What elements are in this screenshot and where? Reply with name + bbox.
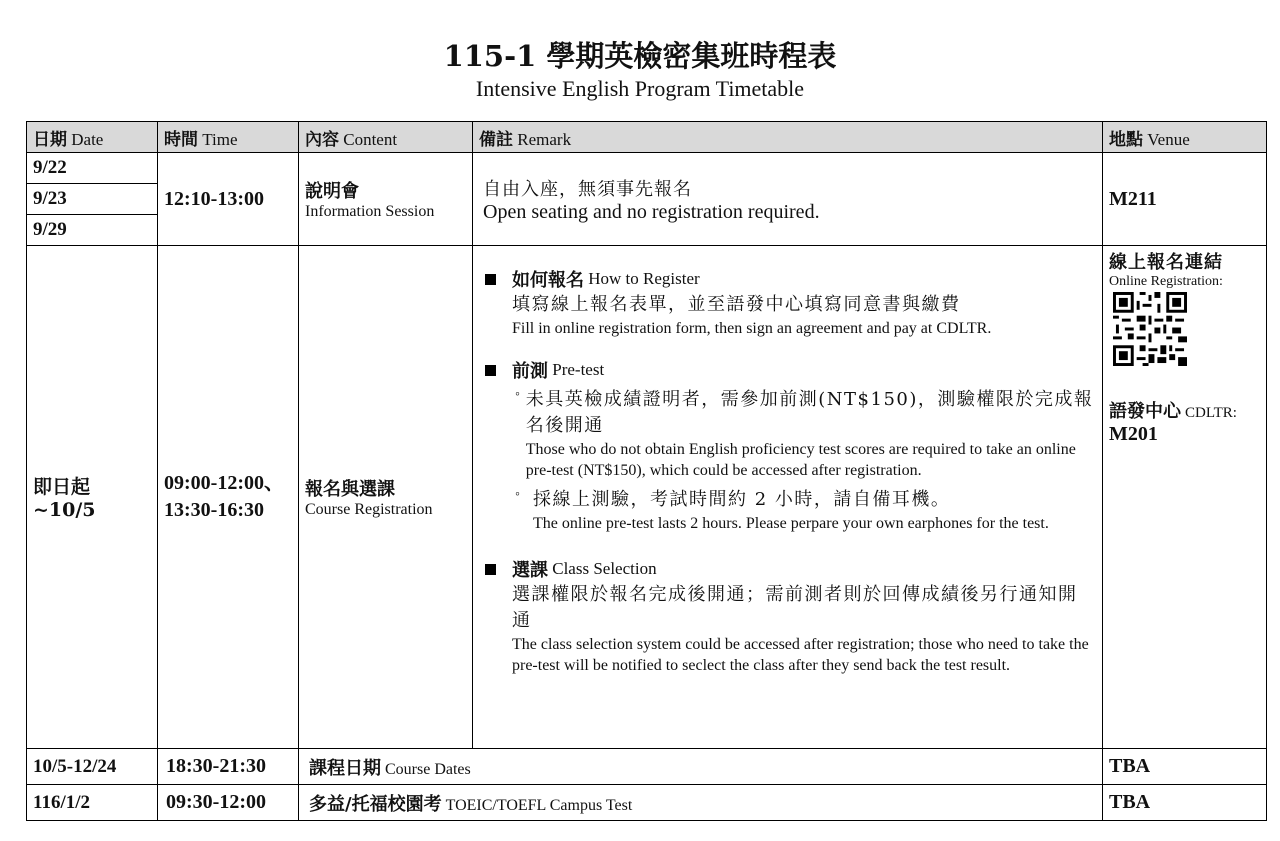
registration-date: 即日起~10/5 xyxy=(27,246,158,749)
square-bullet-icon xyxy=(485,564,496,575)
cdltr-zh: 語發中心 xyxy=(1109,401,1181,422)
square-bullet-icon xyxy=(485,274,496,285)
cdltr-en: CDLTR: xyxy=(1185,405,1237,421)
test-venue: TBA xyxy=(1103,785,1267,821)
how-to-register-zh: 填寫線上報名表單，並至語發中心填寫同意書與繳費 xyxy=(512,294,961,315)
how-to-register-en: Fill in online registration form, then sign an agreement and pay at CDLTR. xyxy=(512,320,992,337)
session-date-2: 9/23 xyxy=(27,184,158,215)
online-registration-en: Online Registration: xyxy=(1109,274,1223,289)
test-time: 09:30-12:00 xyxy=(158,785,299,821)
table-row xyxy=(27,749,1267,785)
pre-test-bullet-2-zh: 採線上測驗，考試時間約 2 小時，請自備耳機。 xyxy=(533,489,951,510)
course-time: 18:30-21:30 xyxy=(158,749,299,785)
pre-test-bullet-1-en: Those who do not obtain English proficiency test scores are required to take an online pre-test (NT$150), which could be accessed after registration. xyxy=(525,441,1076,479)
session-remark xyxy=(473,153,1103,246)
pre-test-bullet-2-en: The online pre-test lasts 2 hours. Please perpare your own earphones for the test. xyxy=(533,515,1049,532)
course-date: 10/5-12/24 xyxy=(27,749,158,785)
registration-time-2: 13:30-16:30 xyxy=(164,499,264,521)
session-content xyxy=(299,153,473,246)
session-venue: M211 xyxy=(1103,153,1267,246)
section-class-selection: 選課 Class Selection 選課權限於報名完成後開通；需前測者則於回傳成績後另行通知開通 The class selection system could be accessed after registration; those who need to take the pre-test will be notified to seclect the class after they send back the test result. xyxy=(481,556,1094,676)
table-row xyxy=(27,246,1267,749)
session-date-3: 9/29 xyxy=(27,215,158,246)
session-remark-zh: 自由入座，無須事先報名 xyxy=(483,178,692,200)
registration-venue xyxy=(1103,246,1267,749)
circle-bullet-icon: ◦ xyxy=(515,487,520,502)
registration-content-zh: 報名與選課 xyxy=(305,479,395,500)
test-content: 多益/托福校園考 TOEIC/TOEFL Campus Test xyxy=(299,785,1103,821)
section-how-to-register: 如何報名 How to Register 填寫線上報名表單，並至語發中心填寫同意書與繳費 Fill in online registration form, then sign an agreement and pay at CDLTR. xyxy=(481,266,1094,339)
header-date: 日期 Date xyxy=(27,122,158,153)
session-date-1: 9/22 xyxy=(27,153,158,184)
registration-time-1: 09:00-12:00、 xyxy=(164,472,284,494)
registration-content xyxy=(299,246,473,749)
timetable xyxy=(26,121,1267,821)
registration-content-en: Course Registration xyxy=(305,501,433,518)
session-content-zh: 說明會 xyxy=(305,181,359,202)
table-row xyxy=(27,153,1267,184)
course-content: 課程日期 Course Dates xyxy=(299,749,1103,785)
class-selection-zh: 選課權限於報名完成後開通；需前測者則於回傳成績後另行通知開通 xyxy=(512,584,1078,631)
square-bullet-icon xyxy=(485,365,496,376)
pre-test-bullet-1-zh: 未具英檢成績證明者，需參加前測(NT$150)，測驗權限於完成報名後開通 xyxy=(525,389,1094,436)
page-title: 115-1 學期英檢密集班時程表 xyxy=(443,39,837,73)
session-content-en: Information Session xyxy=(305,203,435,220)
session-time: 12:10-13:00 xyxy=(158,153,299,246)
registration-remark xyxy=(473,246,1103,749)
circle-bullet-icon: ◦ xyxy=(515,387,520,402)
header-row xyxy=(27,122,1267,153)
section-pre-test: 前測 Pre-test ◦ 未具英檢成績證明者，需參加前測(NT$150)，測驗權限於完成報名後開通 Those who do not obtain English proficiency test scores are required to take an online pre-test (NT$150), which could be accessed after registration. ◦ 採線上測驗，考試時間約 2 小時，請自備耳機。 The online pre-test lasts 2 hours. Please perpare your own earphones for the test. xyxy=(481,357,1094,534)
class-selection-en: The class selection system could be accessed after registration; those who need to take the pre-test will be notified to seclect the class after they send back the test result. xyxy=(512,636,1089,674)
test-date: 116/1/2 xyxy=(27,785,158,821)
header-venue: 地點 Venue xyxy=(1103,122,1267,153)
registration-time xyxy=(158,246,299,749)
registration-venue-room: M201 xyxy=(1109,423,1158,445)
header-time: 時間 Time xyxy=(158,122,299,153)
qr-code-icon[interactable] xyxy=(1113,292,1187,366)
course-venue: TBA xyxy=(1103,749,1267,785)
page-subtitle: Intensive English Program Timetable xyxy=(475,76,805,101)
header-remark: 備註 Remark xyxy=(473,122,1103,153)
table-row xyxy=(27,785,1267,821)
online-registration-zh: 線上報名連結 xyxy=(1109,252,1223,273)
header-content: 內容 Content xyxy=(299,122,473,153)
session-remark-en: Open seating and no registration required. xyxy=(483,200,820,223)
